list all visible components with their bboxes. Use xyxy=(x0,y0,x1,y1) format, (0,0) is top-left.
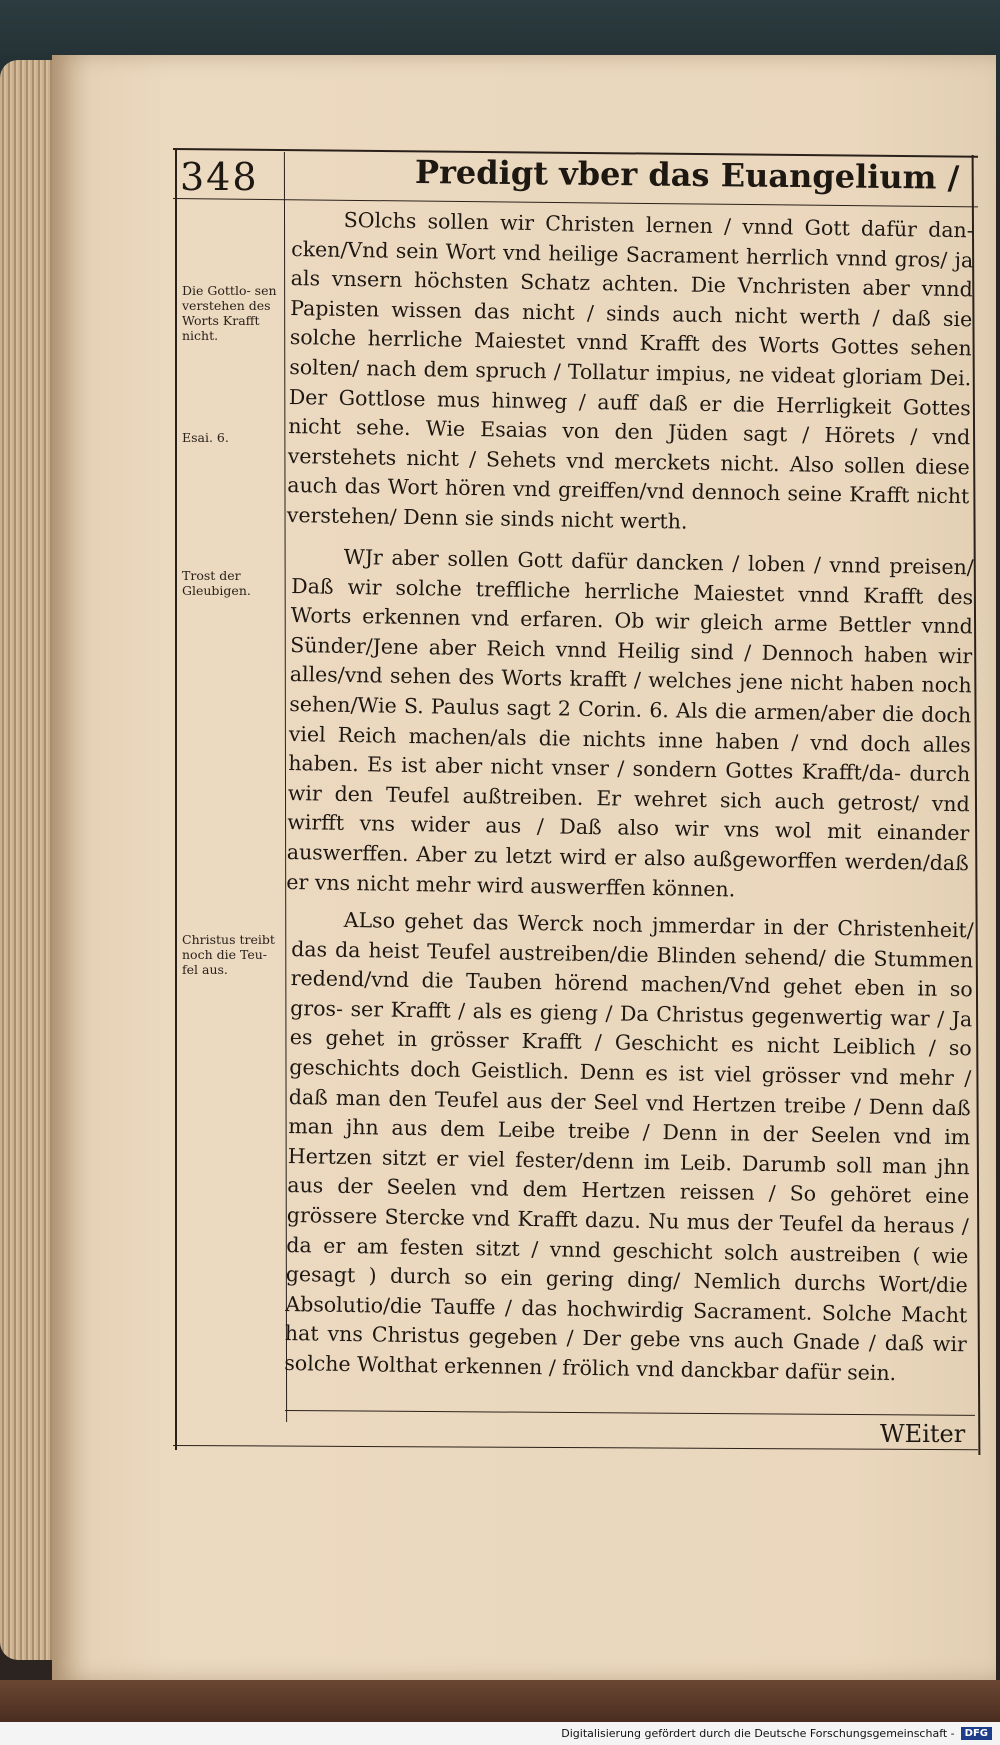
book-cover-edge xyxy=(0,1680,1000,1722)
margin-note: Esai. 6. xyxy=(182,430,229,445)
dfg-logo: DFG xyxy=(961,1727,992,1740)
margin-note: Christus treibt noch die Teu- fel aus. xyxy=(182,932,275,977)
footer-credit: Digitalisierung gefördert durch die Deutsche Forschungsgemeinschaft - xyxy=(561,1727,955,1740)
catchword: WEiter xyxy=(880,1420,966,1448)
running-head: Predigt vber das Euangelium / xyxy=(414,153,960,197)
paragraph: WJr aber sollen Gott dafür dancken / loben / vnnd preisen/ Daß wir solche treffliche herrliche Maiestet vnnd Krafft des Worts erkennen vnd erfaren. Ob wir gleich arme Bettler vnnd Sünder/Jene aber Reich vnnd Heilig sind / Dennoch haben wir alles/vnd sehen des Worts krafft / welches jene nicht haben noch sehen/Wie S. Paulus sagt 2 Corin. 6. Als die armen/aber die doch viel Reich machen/als die nichts inne haben / vnd doch alles haben. Es ist aber nicht vnser / sondern Gottes Krafft/da- durch wir den Teufel außtreiben. Er wehret sich auch getrost/ vnd wirfft vns wider aus / Daß also wir vns wol mit einander auswerffen. Aber zu letzt wird er also außgeworffen werden/daß er vns nicht mehr wird auswerffen können. xyxy=(286,544,974,901)
frame-left-rule xyxy=(175,150,177,1450)
page-number: 348 xyxy=(180,155,259,199)
margin-note: Die Gottlo- sen verstehen des Worts Krafft nicht. xyxy=(182,283,277,343)
digitization-footer xyxy=(0,1722,1000,1745)
paragraph: SOlchs sollen wir Christen lernen / vnnd Gott dafür dan- cken/Vnd sein Wort vnd heilige Sacrament herrlich vnnd gros/ ja als vnsern höchsten Schatz achten. Die Vnchristen aber vnnd Papisten wissen das nicht / sinds auch nicht werth / daß sie solche herrliche Maiestet vnnd Krafft des Worts Gottes sehen solten/ nach dem spruch / Tollatur impius, ne videat gloriam Dei. Der Gottlose mus hinweg / auff daß er die Herrligkeit Gottes nicht sehe. Wie Esaias von den Jüden sagt / Hörets / vnd verstehets nicht / Sehets vnd merckets nicht. Also sollen diese auch das Wort hören vnd greiffen/vnd dennoch seine Krafft nicht verstehen/ Denn sie sinds nicht werth. xyxy=(286,207,974,534)
paragraph: ALso gehet das Werck noch jmmerdar in der Christenheit/ das da heist Teufel austreiben/die Blinden sehend/ die Stummen redend/vnd die Tauben hörend machen/Vnd gehet eben in so gros- ser Krafft / als es gieng / Da Christus gegenwertig war / Ja es gehet in grösser Krafft / Geschicht es nicht Leiblich / so geschichts doch Geistlich. Denn es ist viel grösser vnd mehr / daß man den Teufel aus der Seel vnd Hertzen treibe / Denn daß man jhn aus dem Leibe treibe / Denn in der Seelen vnd im Hertzen sitzt er viel fester/denn im Leib. Darumb soll man jhn aus der Seelen vnd dem Hertzen reissen / So gehöret eine grössere Stercke vnd Krafft dazu. Nu mus der Teufel da heraus / da er am festen sitzt / vnnd geschicht solch austreiben ( wie gesagt ) durch so ein gering ding/ Nemlich durchs Wort/die Absolutio/die Tauffe / das hochwirdig Sacrament. Solche Macht hat vns Christus gegeben / Der gebe vns auch Gnade / daß wir solche Wolthat erkennen / frölich vnd danckbar dafür sein. xyxy=(284,907,974,1385)
margin-note: Trost der Gleubigen. xyxy=(182,568,251,598)
